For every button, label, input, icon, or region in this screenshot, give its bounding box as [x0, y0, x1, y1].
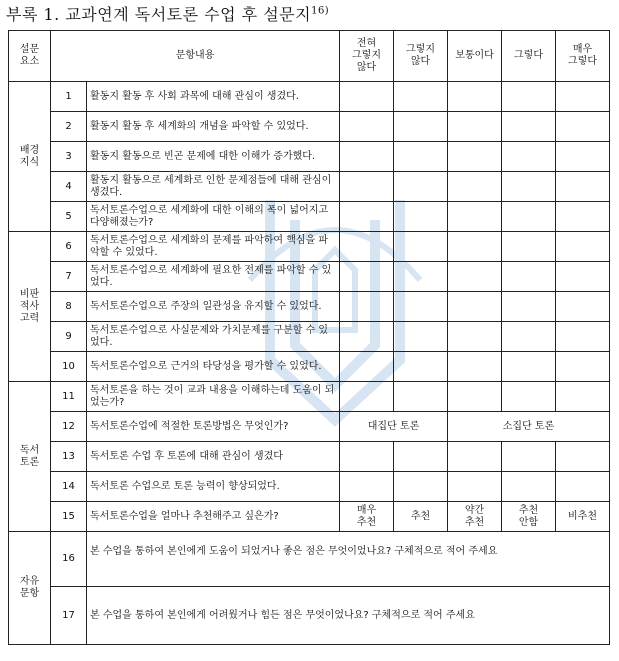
item-text: 독서토론수업을 얼마나 추천해주고 싶은가? [87, 502, 340, 532]
answer-cell[interactable] [340, 262, 394, 292]
item-number: 7 [51, 262, 87, 292]
open-question-text[interactable]: 본 수업을 통하여 본인에게 어려웠거나 힘든 점은 무엇이었나요? 구체적으로 적어 주세요 [87, 587, 610, 645]
item-number: 6 [51, 232, 87, 262]
answer-cell[interactable] [448, 322, 502, 352]
answer-cell[interactable] [394, 172, 448, 202]
answer-cell[interactable] [394, 352, 448, 382]
item-number: 17 [51, 587, 87, 645]
answer-cell[interactable] [394, 232, 448, 262]
answer-cell[interactable] [448, 262, 502, 292]
table-row [9, 322, 610, 352]
item-number: 1 [51, 82, 87, 112]
table-row [9, 112, 610, 142]
item-number: 8 [51, 292, 87, 322]
item-number: 3 [51, 142, 87, 172]
item-number: 12 [51, 412, 87, 442]
header-area: 설문 요소 [9, 31, 51, 82]
answer-cell[interactable] [340, 322, 394, 352]
answer-cell[interactable] [502, 232, 556, 262]
table-row [9, 142, 610, 172]
answer-cell[interactable] [556, 142, 610, 172]
answer-cell[interactable] [394, 202, 448, 232]
answer-cell[interactable] [340, 292, 394, 322]
answer-cell[interactable] [556, 382, 610, 412]
item-number: 2 [51, 112, 87, 142]
table-row [9, 587, 610, 645]
answer-cell[interactable] [340, 172, 394, 202]
section-label: 자유 문항 [9, 532, 51, 645]
answer-cell[interactable] [556, 472, 610, 502]
answer-cell[interactable] [502, 352, 556, 382]
answer-cell[interactable] [556, 172, 610, 202]
item-text: 활동지 활동 후 사회 과목에 대해 관심이 생겼다. [87, 82, 340, 112]
answer-cell[interactable] [394, 262, 448, 292]
item-text: 독서토론 수업으로 토론 능력이 향상되었다. [87, 472, 340, 502]
answer-cell[interactable] [556, 442, 610, 472]
answer-cell[interactable] [394, 292, 448, 322]
item-number: 10 [51, 352, 87, 382]
answer-cell[interactable] [448, 202, 502, 232]
option-large-group[interactable]: 대집단 토론 [340, 412, 448, 442]
table-row [9, 172, 610, 202]
header-scale-2: 그렇지 않다 [394, 31, 448, 82]
answer-cell[interactable] [448, 232, 502, 262]
answer-cell[interactable] [448, 382, 502, 412]
answer-cell[interactable] [394, 82, 448, 112]
table-row [9, 502, 610, 532]
answer-cell[interactable] [502, 112, 556, 142]
option-discourage[interactable]: 비추천 [556, 502, 610, 532]
item-number: 14 [51, 472, 87, 502]
table-row [9, 412, 610, 442]
answer-cell[interactable] [340, 112, 394, 142]
item-number: 4 [51, 172, 87, 202]
answer-cell[interactable] [448, 172, 502, 202]
answer-cell[interactable] [394, 112, 448, 142]
answer-cell[interactable] [556, 292, 610, 322]
answer-cell[interactable] [340, 352, 394, 382]
answer-cell[interactable] [448, 82, 502, 112]
item-number: 9 [51, 322, 87, 352]
item-number: 13 [51, 442, 87, 472]
item-number: 15 [51, 502, 87, 532]
option-somewhat-recommend[interactable]: 약간 추천 [448, 502, 502, 532]
answer-cell[interactable] [502, 382, 556, 412]
item-text: 독서토론수업으로 세계화에 대한 이해의 폭이 넓어지고 다양해졌는가? [87, 202, 340, 232]
item-text: 활동지 활동으로 세계화로 인한 문제점들에 대해 관심이 생겼다. [87, 172, 340, 202]
header-content: 문항내용 [51, 31, 340, 82]
answer-cell[interactable] [394, 442, 448, 472]
table-row [9, 202, 610, 232]
table-row [9, 292, 610, 322]
answer-cell[interactable] [340, 232, 394, 262]
answer-cell[interactable] [340, 82, 394, 112]
survey-table [8, 30, 610, 645]
table-row [9, 382, 610, 412]
answer-cell[interactable] [502, 292, 556, 322]
answer-cell[interactable] [448, 472, 502, 502]
answer-cell[interactable] [556, 232, 610, 262]
answer-cell[interactable] [556, 352, 610, 382]
answer-cell[interactable] [502, 82, 556, 112]
item-number: 16 [51, 532, 87, 587]
answer-cell[interactable] [448, 442, 502, 472]
item-text: 독서토론을 하는 것이 교과 내용을 이해하는데 도움이 되었는가? [87, 382, 340, 412]
header-scale-5: 매우 그렇다 [556, 31, 610, 82]
answer-cell[interactable] [556, 202, 610, 232]
item-text: 독서토론수업으로 세계화에 필요한 전제를 파악할 수 있었다. [87, 262, 340, 292]
table-row [9, 232, 610, 262]
section-label: 배경 지식 [9, 82, 51, 232]
title-footnote: 16) [311, 5, 330, 17]
table-header-row [9, 31, 610, 82]
table-row [9, 532, 610, 587]
item-number: 5 [51, 202, 87, 232]
answer-cell[interactable] [394, 382, 448, 412]
answer-cell[interactable] [556, 262, 610, 292]
header-scale-1: 전혀 그렇지 않다 [340, 31, 394, 82]
answer-cell[interactable] [448, 352, 502, 382]
answer-cell[interactable] [448, 292, 502, 322]
answer-cell[interactable] [448, 112, 502, 142]
section-label: 독서 토론 [9, 382, 51, 532]
answer-cell[interactable] [340, 442, 394, 472]
section-label: 비판 적사 고력 [9, 232, 51, 382]
answer-cell[interactable] [394, 142, 448, 172]
item-text: 독서토론수업으로 세계화의 문제를 파악하여 핵심을 파악할 수 있었다. [87, 232, 340, 262]
item-text: 독서토론수업으로 주장의 일관성을 유지할 수 있었다. [87, 292, 340, 322]
answer-cell[interactable] [448, 142, 502, 172]
answer-cell[interactable] [502, 172, 556, 202]
answer-cell[interactable] [556, 322, 610, 352]
answer-cell[interactable] [502, 322, 556, 352]
item-text: 활동지 활동으로 빈곤 문제에 대한 이해가 증가했다. [87, 142, 340, 172]
answer-cell[interactable] [556, 82, 610, 112]
answer-cell[interactable] [502, 472, 556, 502]
option-not-recommend[interactable]: 추천 안함 [502, 502, 556, 532]
answer-cell[interactable] [340, 382, 394, 412]
option-recommend[interactable]: 추천 [394, 502, 448, 532]
answer-cell[interactable] [502, 262, 556, 292]
answer-cell[interactable] [340, 472, 394, 502]
item-text: 활동지 활동 후 세계화의 개념을 파악할 수 있었다. [87, 112, 340, 142]
answer-cell[interactable] [502, 142, 556, 172]
item-number: 11 [51, 382, 87, 412]
item-text: 독서토론수업으로 근거의 타당성을 평가할 수 있었다. [87, 352, 340, 382]
option-strongly-recommend[interactable]: 매우 추천 [340, 502, 394, 532]
answer-cell[interactable] [394, 322, 448, 352]
table-row [9, 262, 610, 292]
item-text: 독서토론수업으로 사실문제와 가치문제를 구분할 수 있었다. [87, 322, 340, 352]
answer-cell[interactable] [502, 442, 556, 472]
table-row [9, 352, 610, 382]
answer-cell[interactable] [502, 202, 556, 232]
header-scale-3: 보통이다 [448, 31, 502, 82]
table-row [9, 442, 610, 472]
open-question-text[interactable]: 본 수업을 통하여 본인에게 도움이 되었거나 좋은 점은 무엇이었나요? 구체적으로 적어 주세요 [87, 532, 610, 587]
table-row [9, 82, 610, 112]
answer-cell[interactable] [340, 202, 394, 232]
item-text: 독서토론 수업 후 토론에 대해 관심이 생겼다 [87, 442, 340, 472]
answer-cell[interactable] [340, 142, 394, 172]
table-row [9, 472, 610, 502]
page-title: 부록 1. 교과연계 독서토론 수업 후 설문지$^{16)}$ [6, 5, 330, 24]
header-scale-4: 그렇다 [502, 31, 556, 82]
item-text: 독서토론수업에 적절한 토론방법은 무엇인가? [87, 412, 340, 442]
option-small-group[interactable]: 소집단 토론 [448, 412, 610, 442]
answer-cell[interactable] [394, 472, 448, 502]
answer-cell[interactable] [556, 112, 610, 142]
